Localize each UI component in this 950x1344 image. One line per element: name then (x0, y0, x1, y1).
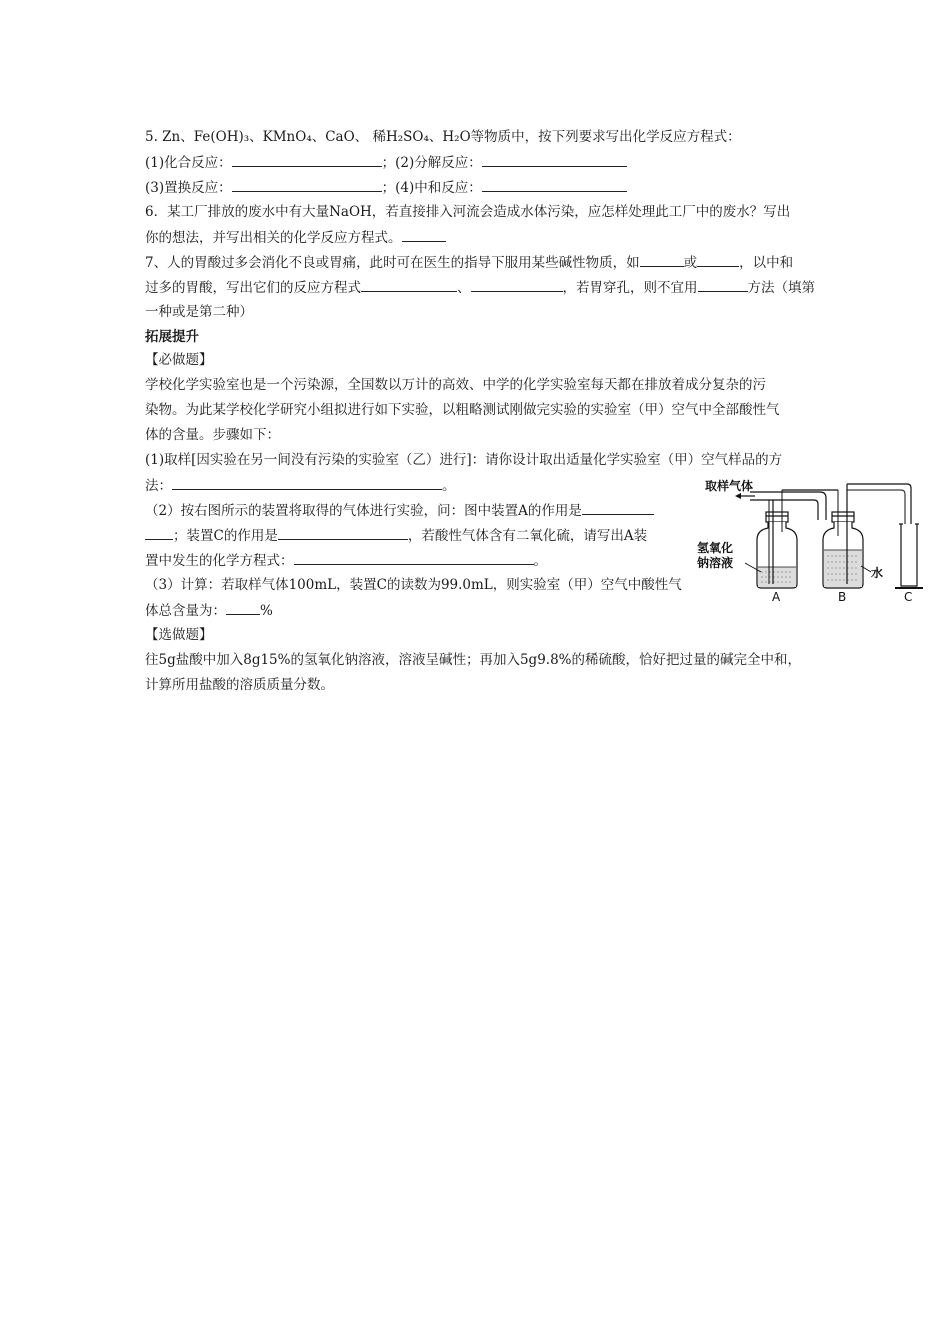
q5-stem: 5. Zn、Fe(OH)₃、KMnO₄、CaO、 稀H₂SO₄、H₂O等物质中，按下列要求写出化学反应方程式： (145, 129, 741, 145)
q7-text: ，若胃穿孔，则不宜用 (562, 280, 698, 296)
arrow-head-icon (735, 493, 741, 499)
answer-blank[interactable] (402, 228, 446, 242)
q7-line-1 (145, 253, 793, 272)
step-3-line-1: （3）计算：若取样气体100mL，装置C的读数为99.0mL，则实验室（甲）空气中酸性气 (145, 577, 682, 593)
q6-line-1: 6．某工厂排放的废水中有大量NaOH，若直接排入河流会造成水体污染，应怎样处理此工厂中的废水？写出 (145, 204, 791, 220)
optional-heading: 【选做题】 (145, 627, 213, 643)
answer-blank[interactable] (278, 526, 408, 540)
answer-blank[interactable] (226, 601, 260, 615)
answer-blank[interactable] (232, 153, 382, 167)
step-2-text: 。 (533, 553, 547, 569)
step-1-text: 。 (442, 478, 456, 494)
required-heading: 【必做题】 (145, 352, 213, 368)
step-2-text: ，若酸性气体含有二氧化硫，请写出A装 (407, 528, 648, 544)
step-3-line-2 (145, 601, 273, 620)
label-a: A (772, 590, 781, 604)
answer-blank[interactable] (698, 278, 748, 292)
label-c: C (904, 590, 913, 604)
q7-line-2 (145, 278, 815, 297)
answer-blank[interactable] (697, 253, 739, 267)
answer-blank[interactable] (361, 278, 457, 292)
answer-blank[interactable] (172, 476, 442, 490)
q5-combination-label: (1)化合反应： (145, 155, 232, 171)
q6-text: 你的想法，并写出相关的化学反应方程式。 (145, 230, 402, 246)
answer-blank[interactable] (640, 253, 684, 267)
solution-label-1: 氢氧化 (697, 541, 734, 555)
section-title: 拓展提升 (145, 329, 199, 345)
step-1-text: 法： (145, 478, 172, 494)
q7-text: 7、人的胃酸过多会消化不良或胃痛，此时可在医生的指导下服用某些碱性物质，如 (145, 255, 640, 271)
step-2-text: ；装置C的作用是 (173, 528, 278, 544)
q5-decomposition-label: ；(2)分解反应： (381, 155, 482, 171)
solution-label-2: 钠溶液 (697, 556, 734, 570)
q5-row-2 (145, 178, 627, 197)
apparatus-diagram (695, 476, 935, 606)
answer-blank[interactable] (482, 153, 627, 167)
step-2-line-2 (145, 526, 647, 545)
answer-blank[interactable] (145, 526, 173, 540)
required-intro-1: 学校化学实验室也是一个污染源，全国数以万计的高效、中学的化学实验室每天都在排放着成分复杂的污 (145, 377, 766, 393)
q5-neutralization-label: ；(4)中和反应： (381, 180, 482, 196)
answer-blank[interactable] (471, 278, 563, 292)
q7-text: 、 (457, 280, 471, 296)
answer-blank[interactable] (482, 178, 627, 192)
required-intro-2: 染物。为此某学校化学研究小组拟进行如下实验，以粗略测试刚做完实验的实验室（甲）空气中全部酸性气 (145, 402, 780, 418)
water-label: 水 (871, 566, 884, 580)
q7-text: 或 (683, 255, 698, 271)
gas-label: 取样气体 (705, 479, 754, 493)
bottle-b (823, 484, 863, 588)
q7-text: 方法（填第 (747, 280, 815, 296)
answer-blank[interactable] (294, 551, 534, 565)
step-1-line-1: (1)取样[因实验在另一间没有污染的实验室（乙）进行]：请你设计取出适量化学实验室（甲）空气样品的方 (145, 452, 783, 468)
q5-row-1 (145, 153, 627, 172)
step-2-text: 置中发生的化学方程式： (145, 553, 294, 569)
q5-displacement-label: (3)置换反应： (145, 180, 232, 196)
answer-blank[interactable] (232, 178, 382, 192)
q7-line-3: 一种或是第二种） (145, 304, 253, 320)
q6-line-2 (145, 228, 446, 247)
graduated-cylinder-c (895, 524, 923, 588)
answer-blank[interactable] (582, 501, 654, 515)
optional-line-1: 往5g盐酸中加入8g15%的氢氧化钠溶液，溶液呈碱性；再加入5g9.8%的稀硫酸，恰好把过量的碱完全中和， (145, 652, 801, 668)
required-intro-3: 体的含量。步骤如下： (145, 427, 280, 443)
step-1-line-2 (145, 476, 456, 495)
step-2-line-1 (145, 501, 654, 520)
bottle-a (757, 490, 797, 588)
label-b: B (838, 590, 847, 604)
q7-text: ，以中和 (739, 255, 794, 271)
step-2-text: （2）按右图所示的装置将取得的气体进行实验，问：图中装置A的作用是 (145, 503, 582, 519)
step-3-text: 体总含量为： (145, 603, 226, 619)
optional-line-2: 计算所用盐酸的溶质质量分数。 (145, 677, 334, 693)
q7-text: 过多的胃酸，写出它们的反应方程式 (145, 280, 361, 296)
step-3-unit: % (260, 603, 273, 619)
step-2-line-3 (145, 551, 547, 570)
